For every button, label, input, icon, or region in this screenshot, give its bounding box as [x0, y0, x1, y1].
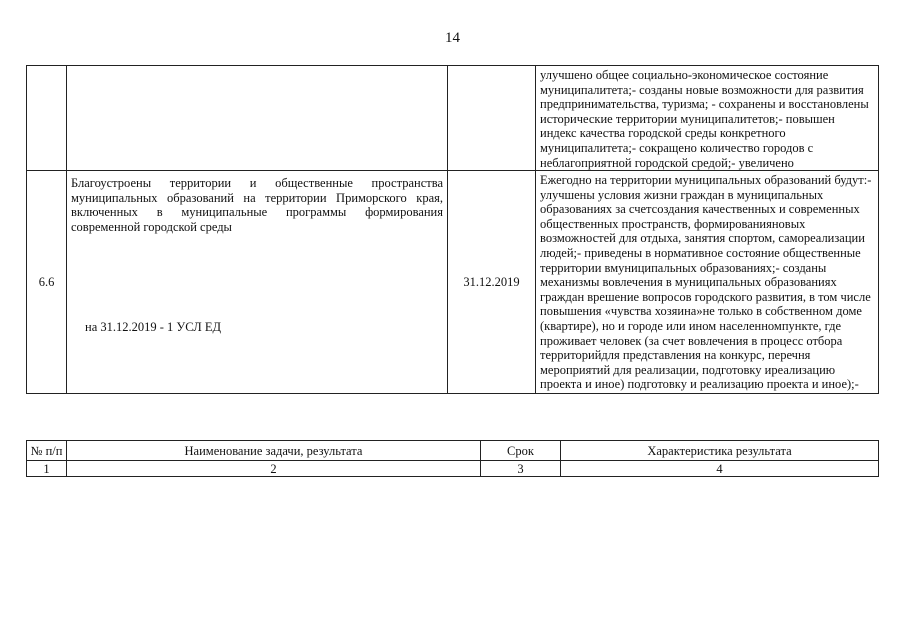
header-row [27, 441, 879, 461]
page-number: 14 [445, 30, 460, 46]
column-number: 1 [27, 461, 67, 477]
deadline-cell: 31.12.2019 [448, 171, 536, 394]
characteristic-cell [536, 66, 879, 171]
characteristic-text: улучшено общее социально-экономическое состояние муниципалитета;- созданы новые возможности для развития предпринимательства, туризма; - сохранены и восстановлены исторические территории муниципалитетов;- повышен индекс качества городской среды конкретного муниципалитета;- сокращено количество городов с неблагоприятной городской средой;- увеличено [540, 68, 869, 170]
column-number: 3 [481, 461, 561, 477]
column-number: 4 [561, 461, 879, 477]
column-header-characteristic: Характеристика результата [561, 441, 879, 461]
task-name: Благоустроены территории и общественные пространства муниципальных образований на территории Приморского края, включенных в муниципальные программы формирования современной городской среды [71, 176, 443, 234]
characteristic-cell [536, 171, 879, 394]
column-header-name: Наименование задачи, результата [67, 441, 481, 461]
table-row [27, 66, 879, 171]
column-number-row [27, 461, 879, 477]
column-number: 2 [67, 461, 481, 477]
column-header-deadline: Срок [481, 441, 561, 461]
table-row [27, 171, 879, 394]
name-cell [67, 171, 448, 394]
column-header-number: № п/п [27, 441, 67, 461]
task-target: на 31.12.2019 - 1 УСЛ ЕД [85, 320, 222, 334]
number-cell: 6.6 [27, 171, 67, 394]
characteristic-text: Ежегодно на территории муниципальных образований будут:- улучшены условия жизни граждан в муниципальных образованиях за счетсоздания качественных и современных общественных пространств, формированияновых возможностей для отдыха, занятия спортом, самореализации людей;- приведены в нормативное состояние общественные территории вмуниципальных образованиях;- созданы механизмы вовлечения в муниципальных образованиях граждан врешение вопросов городского развития, в том числе повышения «чувства хозяина»не только в собственном доме (квартире), но и городе или ином населенномпункте, где проживает человек (за счет вовлечения в процесс отбора территорийдля представления на конкурс, перечня мероприятий для реализации, подготовку иреализацию проекта и иное) подготовку и реализацию проекта и иное);- [540, 173, 872, 392]
number-cell [27, 66, 67, 171]
name-cell [67, 66, 448, 171]
deadline-cell [448, 66, 536, 171]
tasks-table-continued [26, 65, 879, 394]
tasks-table-header [26, 440, 879, 477]
